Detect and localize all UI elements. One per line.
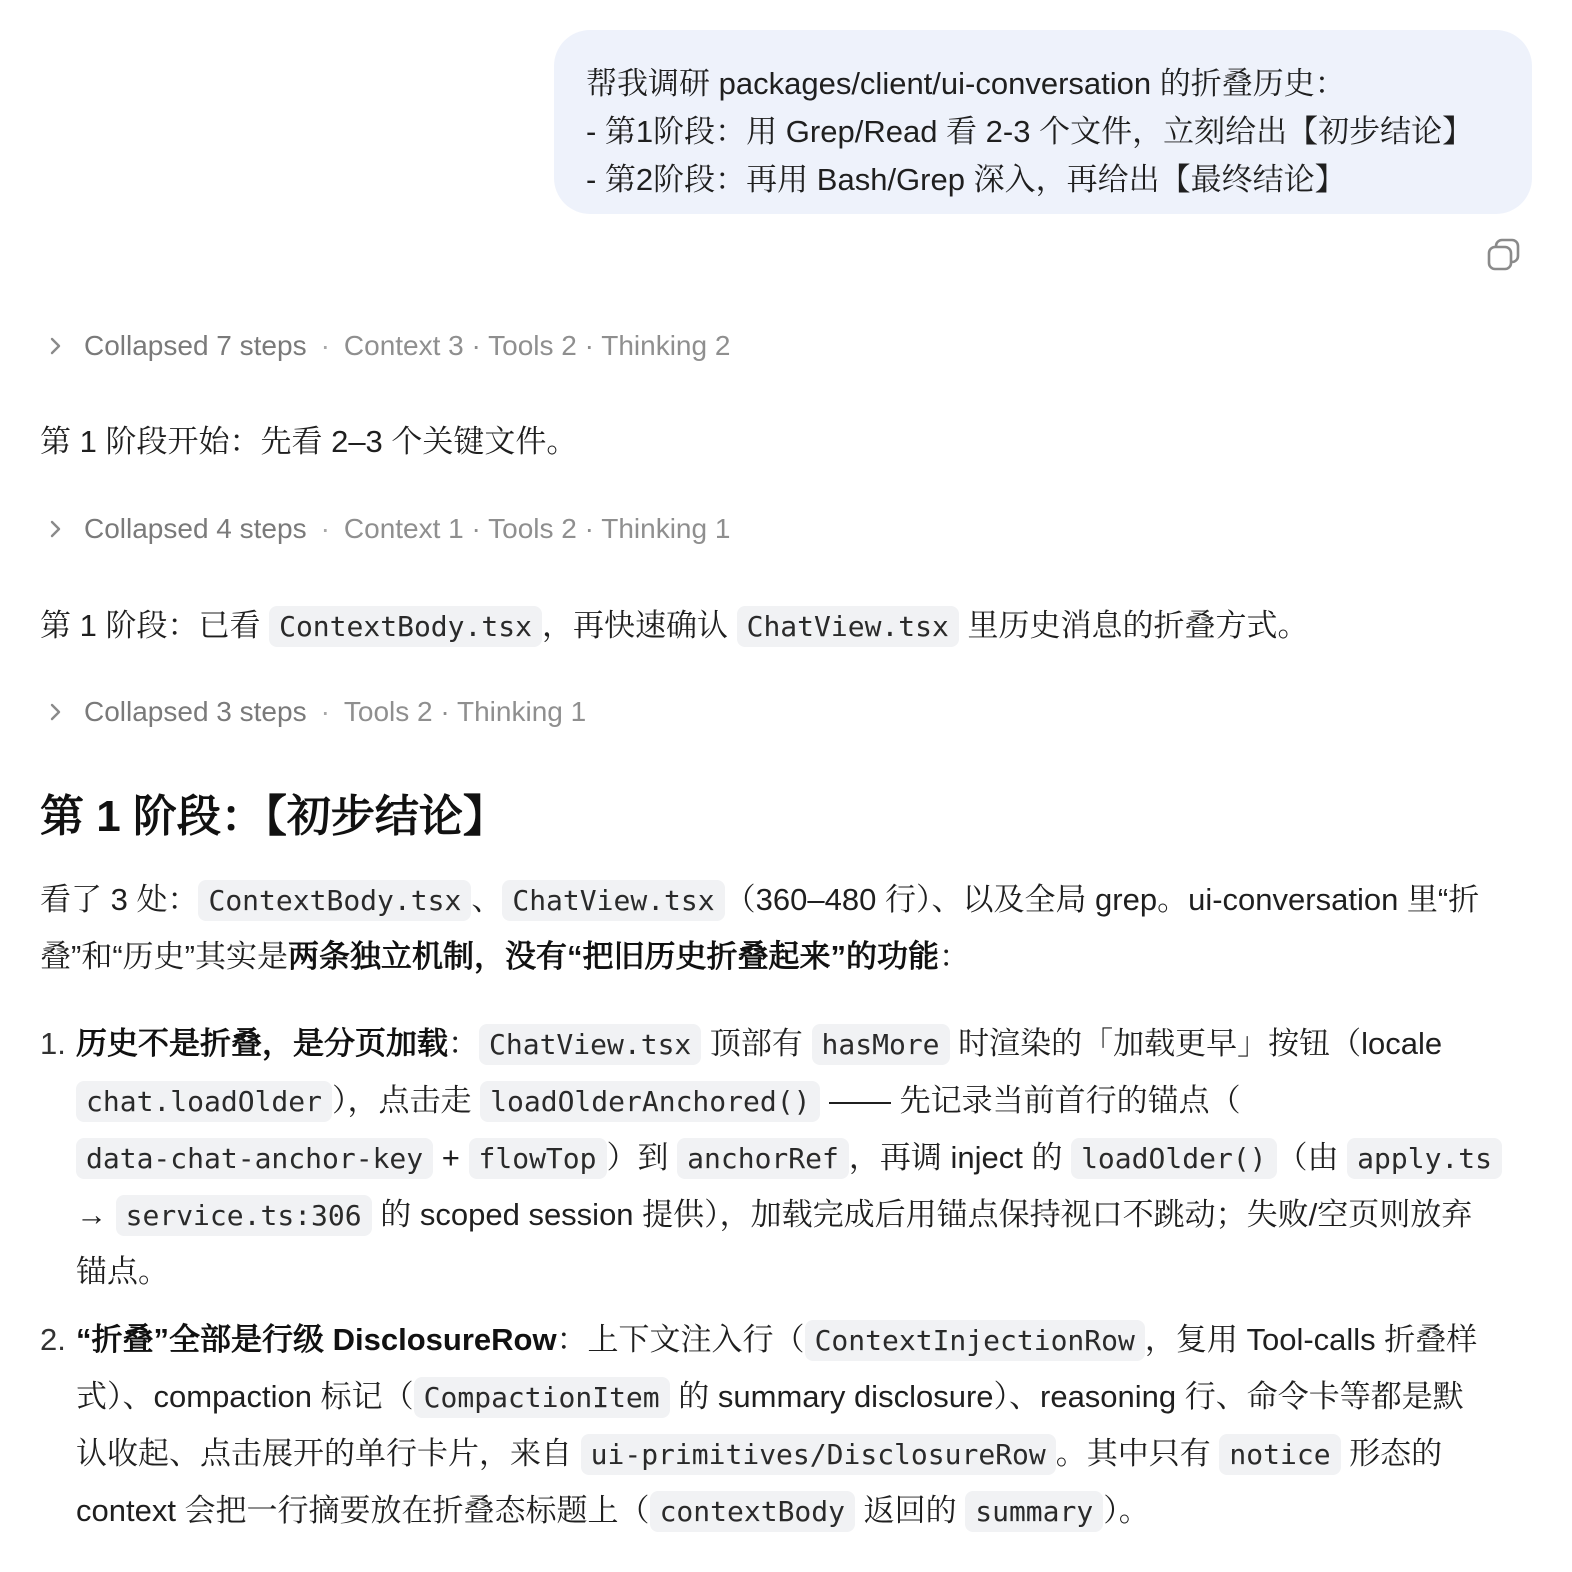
text: 返回的 bbox=[855, 1493, 966, 1528]
chevron-right-icon bbox=[40, 513, 72, 545]
text: 、 bbox=[471, 882, 503, 917]
inline-code: service.ts:306 bbox=[116, 1195, 372, 1236]
text: ）。 bbox=[1103, 1493, 1150, 1528]
text: ，再调 inject 的 bbox=[848, 1140, 1072, 1175]
chevron-right-icon bbox=[40, 696, 72, 728]
inline-code: ContextBody.tsx bbox=[269, 606, 542, 647]
text: 式）、compaction 标记（ bbox=[76, 1379, 414, 1414]
text: 时渲染的「加载更早」按钮（locale bbox=[949, 1026, 1443, 1061]
user-message-bubble bbox=[554, 30, 1532, 214]
inline-code: chat.loadOlder bbox=[76, 1081, 332, 1122]
user-message-line: - 第1阶段：用 Grep/Read 看 2-3 个文件，立刻给出【初步结论】 bbox=[586, 114, 1474, 149]
inline-code: ContextBody.tsx bbox=[198, 880, 471, 921]
text: → bbox=[76, 1197, 116, 1232]
summary-paragraph bbox=[40, 872, 1540, 985]
text: 的 summary disclosure）、reasoning 行、命令卡等都是默 bbox=[669, 1379, 1464, 1414]
separator-dot: · bbox=[320, 696, 330, 727]
text: 叠”和“历史”其实是 bbox=[40, 939, 288, 974]
assistant-paragraph: 第 1 阶段开始：先看 2–3 个关键文件。 bbox=[40, 424, 578, 459]
inline-code: loadOlder() bbox=[1071, 1138, 1276, 1179]
ordered-list bbox=[40, 1016, 1540, 1552]
bold-text: 两条独立机制，没有“把旧历史折叠起来”的功能 bbox=[287, 939, 939, 974]
text: 看了 3 处： bbox=[40, 882, 199, 917]
inline-code: flowTop bbox=[469, 1138, 607, 1179]
collapsed-steps-row[interactable] bbox=[40, 326, 730, 366]
collapsed-meta: Context 3 · Tools 2 · Thinking 2 bbox=[343, 330, 731, 361]
separator-dot: · bbox=[320, 330, 330, 361]
text: 顶部有 bbox=[701, 1026, 812, 1061]
text: 。其中只有 bbox=[1055, 1436, 1220, 1471]
collapsed-meta: Context 1 · Tools 2 · Thinking 1 bbox=[343, 513, 731, 544]
inline-code: apply.ts bbox=[1347, 1138, 1502, 1179]
list-item bbox=[40, 1016, 1540, 1300]
collapsed-meta: Tools 2 · Thinking 1 bbox=[343, 696, 587, 727]
inline-code: summary bbox=[965, 1491, 1103, 1532]
inline-code: ChatView.tsx bbox=[737, 606, 959, 647]
text: ）到 bbox=[606, 1140, 678, 1175]
inline-code: loadOlderAnchored() bbox=[480, 1081, 820, 1122]
inline-code: hasMore bbox=[812, 1024, 950, 1065]
text: —— 先记录当前首行的锚点（ bbox=[820, 1083, 1241, 1118]
inline-code: data-chat-anchor-key bbox=[76, 1138, 433, 1179]
separator-dot: · bbox=[320, 513, 330, 544]
inline-code: ContextInjectionRow bbox=[805, 1320, 1145, 1361]
text: ： bbox=[448, 1026, 479, 1061]
text: 第 1 阶段：已看 bbox=[40, 608, 270, 643]
copy-button[interactable] bbox=[1484, 234, 1524, 274]
inline-code: ui-primitives/DisclosureRow bbox=[581, 1434, 1056, 1475]
text: context 会把一行摘要放在折叠态标题上（ bbox=[76, 1493, 650, 1528]
text: ），点击走 bbox=[332, 1083, 481, 1118]
text: ，复用 Tool-calls 折叠样 bbox=[1144, 1322, 1478, 1357]
text: 的 scoped session 提供），加载完成后用锚点保持视口不跳动；失败/空页则放弃 bbox=[371, 1197, 1473, 1232]
collapsed-title: Collapsed 7 steps bbox=[84, 330, 307, 361]
text: ： bbox=[938, 939, 970, 974]
user-message-line: 帮我调研 packages/client/ui-conversation 的折叠历史： bbox=[586, 66, 1346, 101]
text: 形态的 bbox=[1340, 1436, 1443, 1471]
collapsed-title: Collapsed 4 steps bbox=[84, 513, 307, 544]
list-number: 2. bbox=[40, 1322, 66, 1357]
section-heading: 第 1 阶段：【初步结论】 bbox=[40, 792, 507, 841]
text: ，再快速确认 bbox=[541, 608, 737, 643]
list-number: 1. bbox=[40, 1026, 66, 1061]
list-item bbox=[40, 1312, 1540, 1540]
text: 认收起、点击展开的单行卡片，来自 bbox=[76, 1436, 581, 1471]
text: （360–480 行）、以及全局 grep。ui-conversation 里“折 bbox=[724, 882, 1480, 917]
inline-code: ChatView.tsx bbox=[502, 880, 724, 921]
text: 里历史消息的折叠方式。 bbox=[958, 608, 1309, 643]
inline-code: notice bbox=[1219, 1434, 1340, 1475]
collapsed-steps-row[interactable] bbox=[40, 509, 730, 549]
copy-icon bbox=[1484, 234, 1524, 274]
bold-text: 历史不是折叠，是分页加载 bbox=[76, 1026, 448, 1061]
text: （由 bbox=[1276, 1140, 1348, 1175]
text: 锚点。 bbox=[76, 1254, 169, 1289]
user-message-line: - 第2阶段：再用 Bash/Grep 深入，再给出【最终结论】 bbox=[586, 162, 1346, 197]
inline-code: contextBody bbox=[650, 1491, 855, 1532]
text: + bbox=[433, 1140, 469, 1175]
collapsed-title: Collapsed 3 steps bbox=[84, 696, 307, 727]
inline-code: ChatView.tsx bbox=[479, 1024, 701, 1065]
inline-code: CompactionItem bbox=[414, 1377, 670, 1418]
bold-text: “折叠”全部是行级 DisclosureRow bbox=[76, 1322, 557, 1357]
chevron-right-icon bbox=[40, 330, 72, 362]
inline-code: anchorRef bbox=[677, 1138, 849, 1179]
text: ：上下文注入行（ bbox=[556, 1322, 805, 1357]
assistant-paragraph bbox=[40, 600, 1309, 645]
collapsed-steps-row[interactable] bbox=[40, 692, 586, 732]
